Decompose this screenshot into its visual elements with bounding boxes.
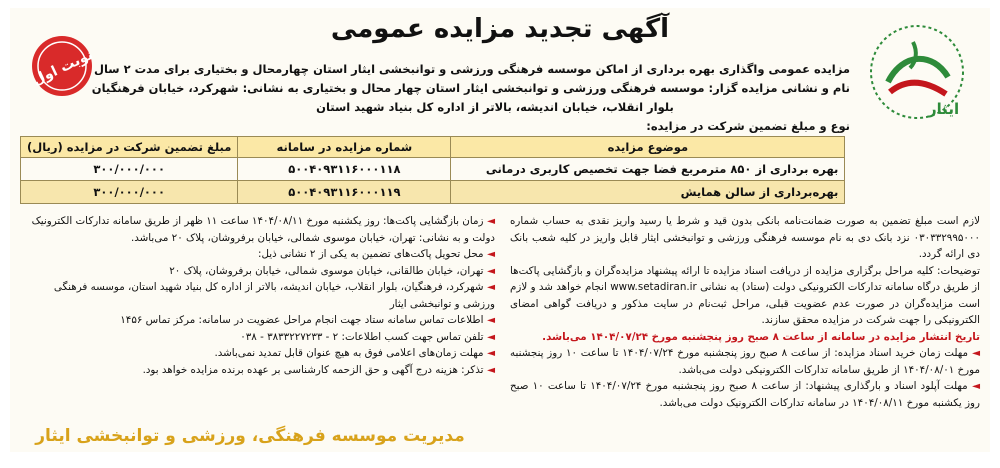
table-row — [21, 181, 845, 204]
note-paragraph: مهلت زمان‌های اعلامی فوق به هیچ عنوان قابل تمدید نمی‌باشد. — [214, 347, 484, 359]
publish-date-note: تاریخ انتشار مزایده در سامانه از ساعت ۸ صبح روز پنجشنبه مورخ ۱۴۰۴/۰۷/۲۴ می‌باشد. — [542, 330, 980, 343]
note-paragraph: تذکر: هزینه درج آگهی و حق الزحمه کارشناسی بر عهده برنده مزایده خواهد بود. — [142, 363, 484, 376]
intro-line: نام و نشانی مزایده گزار: موسسه فرهنگی ورزشی و توانبخشی ایثار استان چهار محال و بختیاری به نشانی: شهرکرد، خیابان فرهنگیان — [91, 81, 850, 95]
note-paragraph: مهلت زمان خرید اسناد مزایده: از ساعت ۸ صبح روز پنجشنبه مورخ ۱۴۰۴/۰۷/۲۴ تا ساعت ۱۰ روز پنجشنبه مورخ ۱۴۰۴/۰۸/۰۱ از طریق سامانه تدارکات الکترونیکی دولت می‌باشد. — [510, 347, 980, 376]
table-cell: بهره‌برداری از سالن همایش — [451, 181, 845, 204]
bullet-icon: ◄ — [483, 215, 495, 227]
auction-table — [20, 136, 845, 204]
note-paragraph: شهرکرد، فرهنگیان، بلوار انقلاب، خیابان اندیشه، بالاتر از اداره کل بنیاد شهید استان، موسسه فرهنگی ورزشی و توانبخشی ایثار — [53, 281, 495, 310]
column-header: شماره مزایده در سامانه — [238, 137, 451, 158]
page-title: آگهی تجدید مزایده عمومی — [330, 14, 670, 44]
table-cell: ۵۰۰۴۰۹۳۱۱۶۰۰۰۱۱۸ — [238, 158, 451, 181]
bullet-icon: ◄ — [483, 347, 495, 359]
bullet-icon: ◄ — [483, 363, 495, 376]
bullet-icon: ◄ — [483, 281, 495, 293]
note-paragraph: محل تحویل پاکت‌های تضمین به یکی از ۲ نشانی ذیل: — [257, 248, 484, 260]
note-paragraph: اطلاعات تماس سامانه ستاد جهت انجام مراحل عضویت در سامانه: مرکز تماس ۱۴۵۶ — [120, 314, 484, 326]
table-header-row — [21, 137, 845, 158]
note-paragraph: توضیحات: کلیه مراحل برگزاری مزایده از دریافت اسناد مزایده تا ارائه پیشنهاد مزایده‌گران و بازگشایی پاکت‌ها از طریق درگاه سامانه تدارکات الکترونیکی دولت (ستاد) به نشانی www.setadiran.ir انجام خواهد شد و لازم است مزایده‌گران در صورت عدم عضویت قبلی، مراحل ثبت‌نام در سایت مذکور و دریافت گواهی امضای الکترونیکی را جهت شرکت در مزایده محقق سازند. — [510, 264, 980, 326]
note-paragraph: لازم است مبلغ تضمین به صورت ضمانت‌نامه بانکی بدون قید و شرط یا رسید واریز نقدی به حساب شماره ۰۳۰۳۳۲۹۹۵۰۰۰ نزد بانک دی به نام موسسه فرهنگی ورزشی و توانبخشی ایثار قابل واریز در کلیه شعب بانک دی ارائه گردد. — [510, 215, 980, 260]
bullet-icon: ◄ — [483, 314, 495, 326]
right-notes — [510, 213, 980, 411]
intro-line: مزایده عمومی واگذاری بهره برداری از اماکن موسسه فرهنگی ورزشی و توانبخشی ایثار استان چهارمحال و بختیاری برای مدت ۲ سال — [93, 62, 850, 76]
bullet-icon: ◄ — [968, 347, 980, 359]
left-notes — [20, 213, 495, 378]
bullet-icon: ◄ — [483, 248, 495, 260]
bullet-icon: ◄ — [483, 330, 495, 343]
note-paragraph: تلفن تماس جهت کسب اطلاعات: ۲ - ۳۸۳۳۲۲۷۲۳۳ - ۰۳۸ — [240, 330, 484, 343]
table-cell: ۵۰۰۴۰۹۳۱۱۶۰۰۰۱۱۹ — [238, 181, 451, 204]
note-paragraph: تهران، خیابان طالقانی، خیابان موسوی شمالی، خیابان برفروشان، پلاک ۲۰ — [169, 264, 484, 277]
intro-block — [91, 60, 850, 136]
intro-line: بلوار انقلاب، خیابان اندیشه، بالاتر از اداره کل بنیاد شهید استان — [316, 100, 674, 114]
table-cell: بهره برداری از ۸۵۰ مترمربع فضا جهت تخصیص کاربری درمانی — [451, 158, 845, 181]
column-header: مبلغ تضمین شرکت در مزایده (ریال) — [21, 137, 238, 158]
signature: مدیریت موسسه فرهنگی، ورزشی و توانبخشی ایثار — [35, 426, 465, 446]
stamp-text: نوبت اول — [30, 46, 94, 89]
bullet-icon: ◄ — [967, 380, 981, 392]
intro-line: نوع و مبلغ تضمین شرکت در مزایده: — [646, 119, 850, 133]
column-header: موضوع مزایده — [451, 137, 845, 158]
note-paragraph: مهلت آپلود اسناد و بارگذاری پیشنهاد: از ساعت ۸ صبح روز پنجشنبه مورخ ۱۴۰۴/۰۷/۲۴ تا ساعت ۱۰ صبح روز یکشنبه مورخ ۱۴۰۴/۰۸/۱۱ در سامانه تدارکات الکترونیک دولت می‌باشد. — [510, 380, 980, 409]
bullet-icon: ◄ — [483, 264, 495, 277]
note-paragraph: زمان بازگشایی پاکت‌ها: روز یکشنبه مورخ ۱۴۰۴/۰۸/۱۱ ساعت ۱۱ ظهر از طریق سامانه تدارکات الکترونیک دولت و به نشانی: تهران، خیابان موسوی شمالی، خیابان برفروشان، پلاک ۲۰ می‌باشد. — [31, 215, 495, 244]
logo-text: ایثار — [928, 100, 960, 118]
table-cell: ۳۰۰/۰۰۰/۰۰۰ — [21, 158, 238, 181]
table-row — [21, 158, 845, 181]
table-cell: ۳۰۰/۰۰۰/۰۰۰ — [21, 181, 238, 204]
advertisement — [10, 8, 990, 452]
